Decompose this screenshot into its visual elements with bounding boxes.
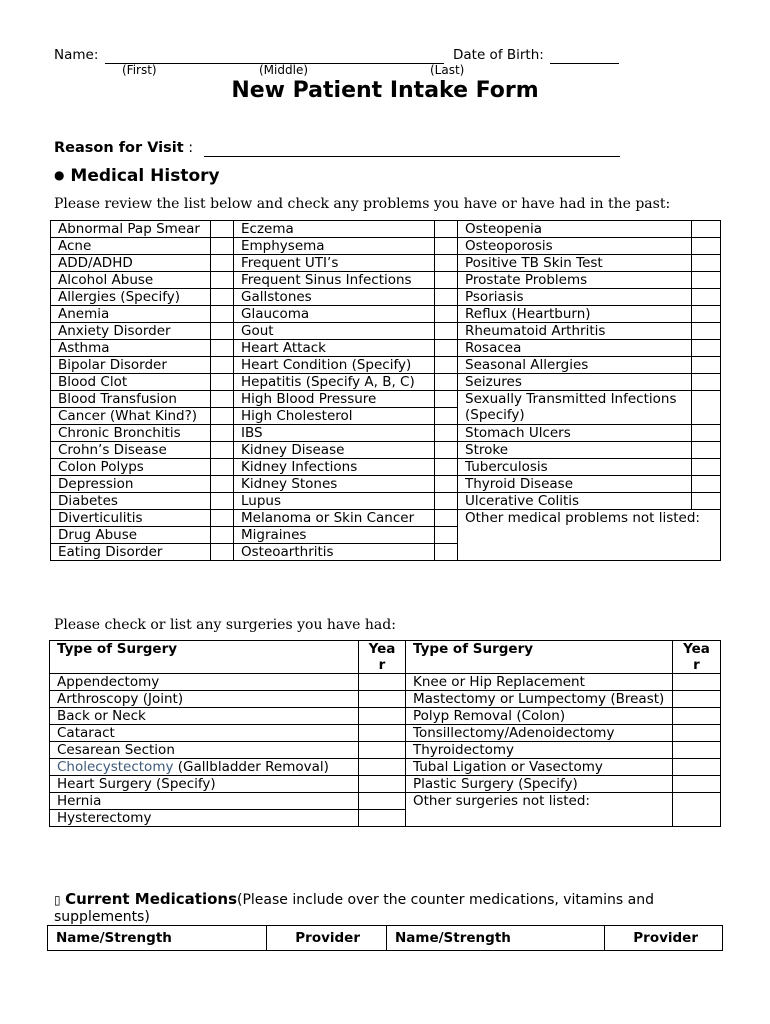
- condition-checkbox[interactable]: [692, 459, 721, 476]
- condition-label: Lupus: [234, 493, 435, 510]
- condition-checkbox[interactable]: [211, 459, 234, 476]
- medications-table: [47, 925, 723, 951]
- condition-checkbox[interactable]: [211, 391, 234, 408]
- surgery-year-field[interactable]: [359, 742, 406, 759]
- condition-label: Osteopenia: [458, 221, 692, 238]
- medical-history-heading: Medical History: [70, 166, 220, 186]
- medications-note: (Please include over the counter medications, vitamins and supplements): [54, 892, 654, 925]
- condition-checkbox[interactable]: [435, 425, 458, 442]
- condition-checkbox[interactable]: [435, 442, 458, 459]
- condition-checkbox[interactable]: [692, 272, 721, 289]
- condition-label: Psoriasis: [458, 289, 692, 306]
- surgery-label: Heart Surgery (Specify): [50, 776, 359, 793]
- condition-checkbox[interactable]: [211, 374, 234, 391]
- condition-label: Diabetes: [51, 493, 211, 510]
- condition-label: Rosacea: [458, 340, 692, 357]
- condition-checkbox[interactable]: [211, 272, 234, 289]
- condition-checkbox[interactable]: [692, 221, 721, 238]
- condition-label: Frequent Sinus Infections: [234, 272, 435, 289]
- condition-checkbox[interactable]: [211, 306, 234, 323]
- surgery-year-field[interactable]: [673, 759, 721, 776]
- med-provider-header: Provider: [267, 926, 387, 951]
- condition-checkbox[interactable]: [435, 391, 458, 408]
- condition-label: Allergies (Specify): [51, 289, 211, 306]
- condition-label: Rheumatoid Arthritis: [458, 323, 692, 340]
- condition-label: Alcohol Abuse: [51, 272, 211, 289]
- condition-label: Anemia: [51, 306, 211, 323]
- surgery-label: Appendectomy: [50, 674, 359, 691]
- condition-label: Crohn’s Disease: [51, 442, 211, 459]
- condition-label: Abnormal Pap Smear: [51, 221, 211, 238]
- condition-label: Stroke: [458, 442, 692, 459]
- condition-label: High Cholesterol: [234, 408, 435, 425]
- condition-checkbox[interactable]: [211, 510, 234, 527]
- surgery-type-header: Type of Surgery: [50, 641, 359, 674]
- page-title: New Patient Intake Form: [231, 78, 539, 103]
- surgery-label: Tonsillectomy/Adenoidectomy: [406, 725, 673, 742]
- medical-history-table: [50, 220, 721, 561]
- condition-checkbox[interactable]: [435, 272, 458, 289]
- condition-checkbox[interactable]: [211, 544, 234, 561]
- condition-label: Kidney Stones: [234, 476, 435, 493]
- med-name-header: Name/Strength: [387, 926, 605, 951]
- surgery-year-field[interactable]: [359, 810, 406, 827]
- surgery-label: Polyp Removal (Colon): [406, 708, 673, 725]
- condition-label: Acne: [51, 238, 211, 255]
- surgery-label: Tubal Ligation or Vasectomy: [406, 759, 673, 776]
- condition-checkbox[interactable]: [435, 493, 458, 510]
- surgery-year-field[interactable]: [673, 691, 721, 708]
- condition-checkbox[interactable]: [211, 425, 234, 442]
- name-label: Name:: [54, 47, 99, 63]
- condition-checkbox[interactable]: [692, 340, 721, 357]
- condition-checkbox[interactable]: [211, 323, 234, 340]
- condition-checkbox[interactable]: [692, 289, 721, 306]
- condition-label: ADD/ADHD: [51, 255, 211, 272]
- condition-checkbox[interactable]: [692, 493, 721, 510]
- condition-label: Heart Condition (Specify): [234, 357, 435, 374]
- condition-label: Diverticulitis: [51, 510, 211, 527]
- surgery-year-field[interactable]: [359, 776, 406, 793]
- condition-checkbox[interactable]: [692, 357, 721, 374]
- condition-label: Reflux (Heartburn): [458, 306, 692, 323]
- condition-label: Chronic Bronchitis: [51, 425, 211, 442]
- condition-checkbox[interactable]: [692, 374, 721, 391]
- condition-checkbox[interactable]: [435, 459, 458, 476]
- condition-label: High Blood Pressure: [234, 391, 435, 408]
- condition-checkbox[interactable]: [692, 391, 721, 425]
- condition-label: Osteoporosis: [458, 238, 692, 255]
- surgery-label: Cataract: [50, 725, 359, 742]
- surgery-label: Hernia: [50, 793, 359, 810]
- reason-field[interactable]: [204, 156, 620, 157]
- condition-checkbox[interactable]: [435, 527, 458, 544]
- condition-label: Drug Abuse: [51, 527, 211, 544]
- condition-label: Glaucoma: [234, 306, 435, 323]
- condition-checkbox[interactable]: [211, 442, 234, 459]
- condition-checkbox[interactable]: [692, 425, 721, 442]
- surgery-year-field[interactable]: [673, 793, 721, 827]
- condition-label: Frequent UTI’s: [234, 255, 435, 272]
- condition-label: Bipolar Disorder: [51, 357, 211, 374]
- surgery-year-field[interactable]: [673, 742, 721, 759]
- surgery-label: Knee or Hip Replacement: [406, 674, 673, 691]
- surgery-year-field[interactable]: [673, 708, 721, 725]
- condition-label: Seasonal Allergies: [458, 357, 692, 374]
- surgery-year-field[interactable]: [359, 725, 406, 742]
- dob-field[interactable]: [550, 63, 619, 64]
- condition-label: IBS: [234, 425, 435, 442]
- condition-label: Kidney Disease: [234, 442, 435, 459]
- condition-label: Cancer (What Kind?): [51, 408, 211, 425]
- reason-colon: :: [188, 140, 194, 156]
- surgery-label: Cesarean Section: [50, 742, 359, 759]
- surgery-year-field[interactable]: [359, 674, 406, 691]
- surgery-year-field[interactable]: [359, 691, 406, 708]
- condition-checkbox[interactable]: [692, 306, 721, 323]
- surgery-label: [50, 759, 359, 776]
- condition-checkbox[interactable]: [211, 408, 234, 425]
- condition-label: Gallstones: [234, 289, 435, 306]
- condition-label: Prostate Problems: [458, 272, 692, 289]
- condition-checkbox[interactable]: [692, 323, 721, 340]
- condition-label: Seizures: [458, 374, 692, 391]
- condition-label: Asthma: [51, 340, 211, 357]
- condition-checkbox[interactable]: [435, 374, 458, 391]
- surgery-label: Mastectomy or Lumpectomy (Breast): [406, 691, 673, 708]
- condition-label: Positive TB Skin Test: [458, 255, 692, 272]
- condition-checkbox[interactable]: [435, 357, 458, 374]
- med-name-header: Name/Strength: [48, 926, 267, 951]
- condition-checkbox[interactable]: [211, 289, 234, 306]
- reason-label: Reason for Visit: [54, 140, 184, 156]
- surgery-year-field[interactable]: [673, 674, 721, 691]
- surgery-year-header: Yea r: [359, 641, 406, 674]
- condition-label: Ulcerative Colitis: [458, 493, 692, 510]
- condition-checkbox[interactable]: [211, 255, 234, 272]
- dob-label: Date of Birth:: [453, 47, 544, 63]
- surgery-year-field[interactable]: [359, 708, 406, 725]
- cholecystectomy-note: (Gallbladder Removal): [173, 759, 329, 775]
- condition-checkbox[interactable]: [211, 493, 234, 510]
- condition-checkbox[interactable]: [435, 238, 458, 255]
- condition-label: Anxiety Disorder: [51, 323, 211, 340]
- condition-checkbox[interactable]: [435, 323, 458, 340]
- condition-label: Blood Transfusion: [51, 391, 211, 408]
- condition-label: Thyroid Disease: [458, 476, 692, 493]
- condition-label: Heart Attack: [234, 340, 435, 357]
- condition-label: Melanoma or Skin Cancer: [234, 510, 435, 527]
- condition-checkbox[interactable]: [435, 408, 458, 425]
- condition-checkbox[interactable]: [211, 340, 234, 357]
- first-name-caption: (First): [122, 63, 157, 77]
- med-provider-header: Provider: [605, 926, 723, 951]
- condition-label: Osteoarthritis: [234, 544, 435, 561]
- condition-checkbox[interactable]: [692, 476, 721, 493]
- condition-checkbox[interactable]: [692, 255, 721, 272]
- condition-checkbox[interactable]: [692, 238, 721, 255]
- condition-checkbox[interactable]: [435, 255, 458, 272]
- surgery-year-field[interactable]: [673, 725, 721, 742]
- condition-label: Migraines: [234, 527, 435, 544]
- middle-name-caption: (Middle): [259, 63, 309, 77]
- cholecystectomy-term: Cholecystectomy: [57, 759, 174, 775]
- condition-label: Emphysema: [234, 238, 435, 255]
- condition-label: Kidney Infections: [234, 459, 435, 476]
- history-instruction: Please review the list below and check any problems you have or have had in the past:: [54, 196, 671, 212]
- condition-checkbox[interactable]: [435, 544, 458, 561]
- condition-label: Depression: [51, 476, 211, 493]
- surgery-year-header: Yea r: [673, 641, 721, 674]
- surgeries-instruction: Please check or list any surgeries you have had:: [54, 617, 396, 633]
- other-conditions-field[interactable]: Other medical problems not listed:: [458, 510, 721, 561]
- condition-label: Tuberculosis: [458, 459, 692, 476]
- condition-checkbox[interactable]: [211, 221, 234, 238]
- surgery-label: Thyroidectomy: [406, 742, 673, 759]
- condition-label: Stomach Ulcers: [458, 425, 692, 442]
- condition-checkbox[interactable]: [211, 238, 234, 255]
- surgery-year-field[interactable]: [359, 759, 406, 776]
- condition-label: Sexually Transmitted Infections (Specify): [458, 391, 692, 425]
- surgery-label: Hysterectomy: [50, 810, 359, 827]
- condition-checkbox[interactable]: [435, 510, 458, 527]
- bullet-icon: ●: [54, 168, 65, 182]
- surgery-year-field[interactable]: [673, 776, 721, 793]
- condition-checkbox[interactable]: [435, 289, 458, 306]
- surgery-year-field[interactable]: [359, 793, 406, 810]
- condition-checkbox[interactable]: [435, 476, 458, 493]
- condition-label: Blood Clot: [51, 374, 211, 391]
- condition-label: Eczema: [234, 221, 435, 238]
- condition-checkbox[interactable]: [211, 476, 234, 493]
- surgery-label: Back or Neck: [50, 708, 359, 725]
- condition-checkbox[interactable]: [435, 340, 458, 357]
- condition-checkbox[interactable]: [435, 221, 458, 238]
- condition-label: Gout: [234, 323, 435, 340]
- condition-checkbox[interactable]: [211, 527, 234, 544]
- surgery-label: Arthroscopy (Joint): [50, 691, 359, 708]
- condition-label: Colon Polyps: [51, 459, 211, 476]
- condition-label: Hepatitis (Specify A, B, C): [234, 374, 435, 391]
- surgery-type-header: Type of Surgery: [406, 641, 673, 674]
- last-name-caption: (Last): [430, 63, 465, 77]
- other-surgeries-field[interactable]: Other surgeries not listed:: [406, 793, 673, 827]
- condition-checkbox[interactable]: [211, 357, 234, 374]
- condition-label: Eating Disorder: [51, 544, 211, 561]
- medications-heading: Current Medications: [65, 890, 238, 908]
- surgery-label: Plastic Surgery (Specify): [406, 776, 673, 793]
- medication-icon: ▯: [54, 893, 61, 907]
- condition-checkbox[interactable]: [692, 442, 721, 459]
- surgeries-table: [49, 640, 721, 827]
- condition-checkbox[interactable]: [435, 306, 458, 323]
